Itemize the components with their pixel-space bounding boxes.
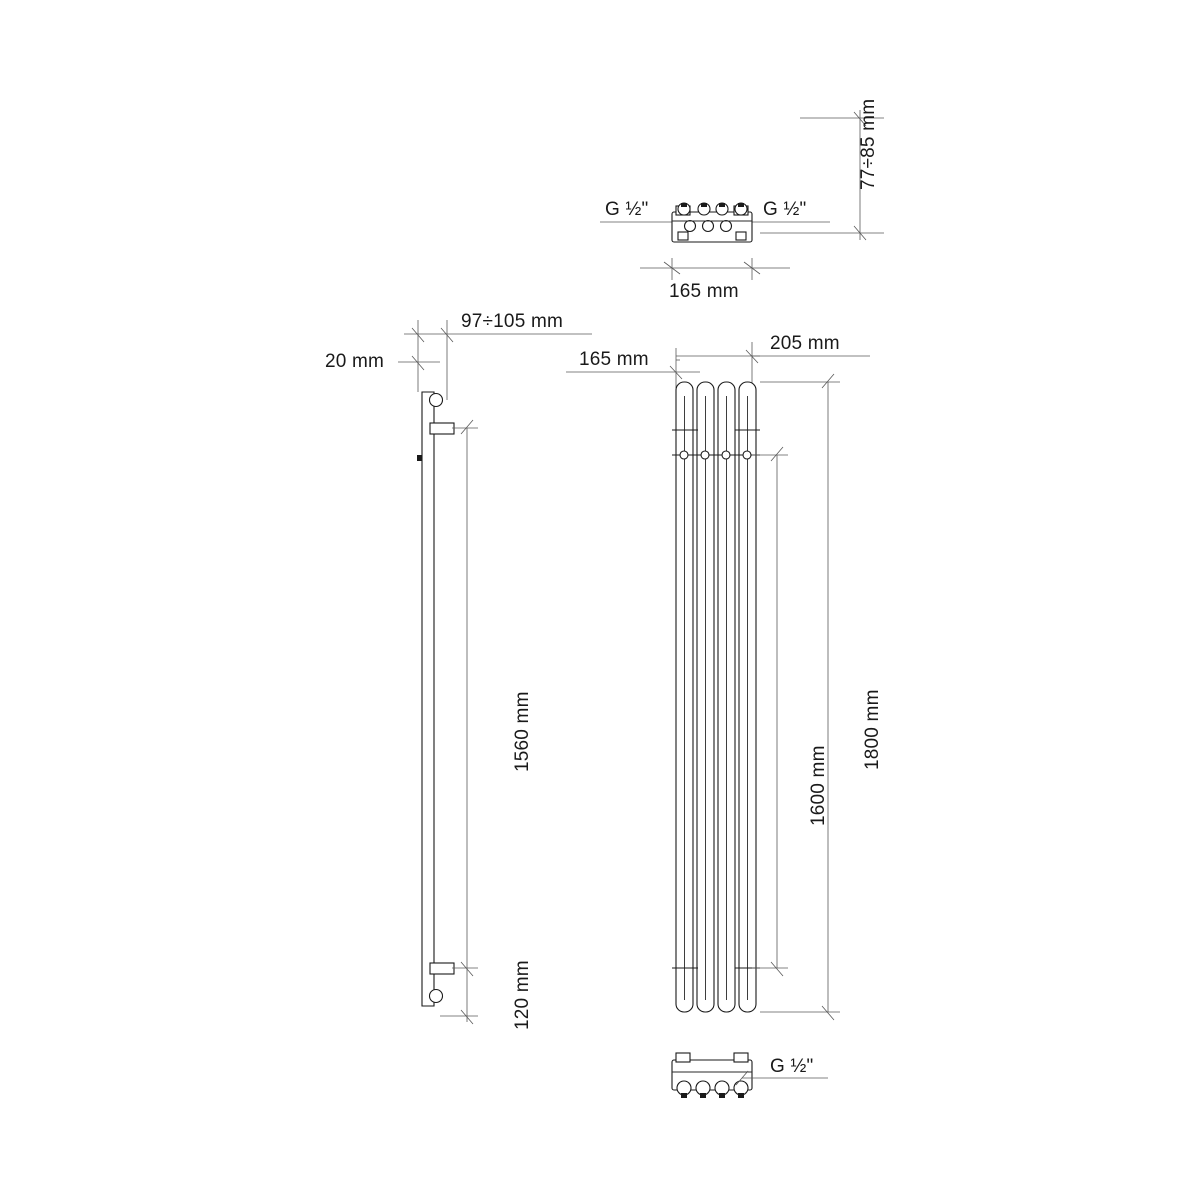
label-side-bracket-span: 1560 mm	[512, 691, 533, 772]
label-side-bottom-offset: 120 mm	[512, 960, 533, 1030]
front-view-group	[566, 342, 870, 1098]
label-top-depth: 77÷85 mm	[858, 98, 879, 190]
label-front-total-height: 1800 mm	[862, 689, 883, 770]
label-side-top-offset: 20 mm	[325, 351, 385, 372]
label-front-thread-bottom: G ½"	[770, 1056, 814, 1077]
label-top-thread-left: G ½"	[605, 199, 649, 220]
label-top-thread-right: G ½"	[763, 199, 807, 220]
label-front-inner-width: 165 mm	[579, 349, 649, 370]
label-front-bracket-span: 1600 mm	[808, 745, 829, 826]
label-side-depth: 97÷105 mm	[461, 311, 563, 332]
label-top-width: 165 mm	[669, 281, 739, 302]
side-view-group	[398, 320, 592, 1024]
label-front-outer-width: 205 mm	[770, 333, 840, 354]
top-view-group	[600, 110, 884, 280]
